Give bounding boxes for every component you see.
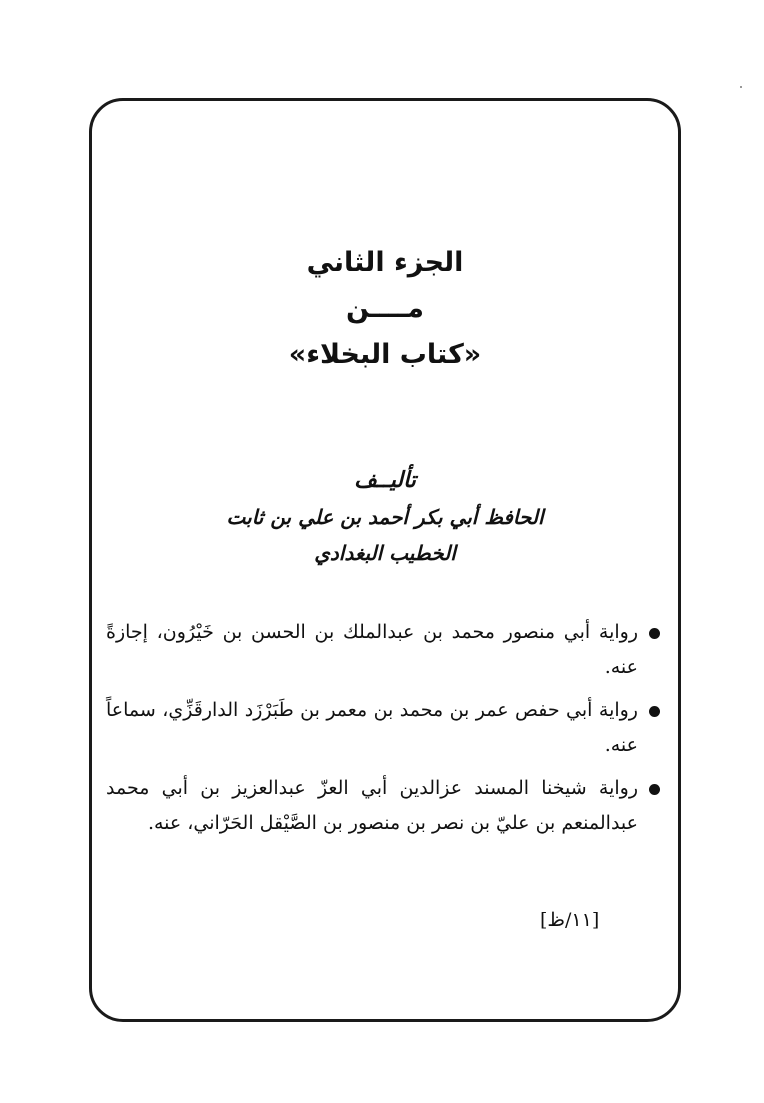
- scan-speck: [740, 86, 742, 88]
- title-block: [89, 240, 681, 378]
- narration-text: رواية شيخنا المسند عزالدين أبي العزّ عبدالعزيز بن أبي محمد عبدالمنعم بن عليّ بن نصر بن منصور بن الصَّيْقل الحَرّاني، عنه.: [106, 777, 638, 834]
- bullet-icon: [649, 628, 660, 639]
- author-nisba: الخطيب البغدادي: [314, 541, 456, 565]
- author-block: [89, 463, 681, 571]
- narration-text: رواية أبي حفص عمر بن محمد بن معمر بن طَبَرْزَد الدارقَزِّي، سماعاً عنه.: [106, 699, 638, 756]
- authorship-heading: تأليــف: [354, 468, 416, 493]
- bullet-icon: [649, 706, 660, 717]
- part-title: الجزء الثاني: [306, 247, 464, 278]
- book-title: «كتاب البخلاء»: [288, 339, 482, 370]
- narration-item: [106, 615, 638, 685]
- folio-reference: [١١/ظ]: [540, 909, 600, 931]
- bullet-icon: [649, 784, 660, 795]
- narration-list: [106, 615, 638, 849]
- author-name: الحافظ أبي بكر أحمد بن علي بن ثابت: [226, 505, 544, 529]
- narration-text: رواية أبي منصور محمد بن عبدالملك بن الحسن بن خَيْرُون، إجازةً عنه.: [106, 621, 638, 678]
- narration-item: [106, 771, 638, 841]
- from-word: مــــن: [346, 293, 424, 324]
- narration-item: [106, 693, 638, 763]
